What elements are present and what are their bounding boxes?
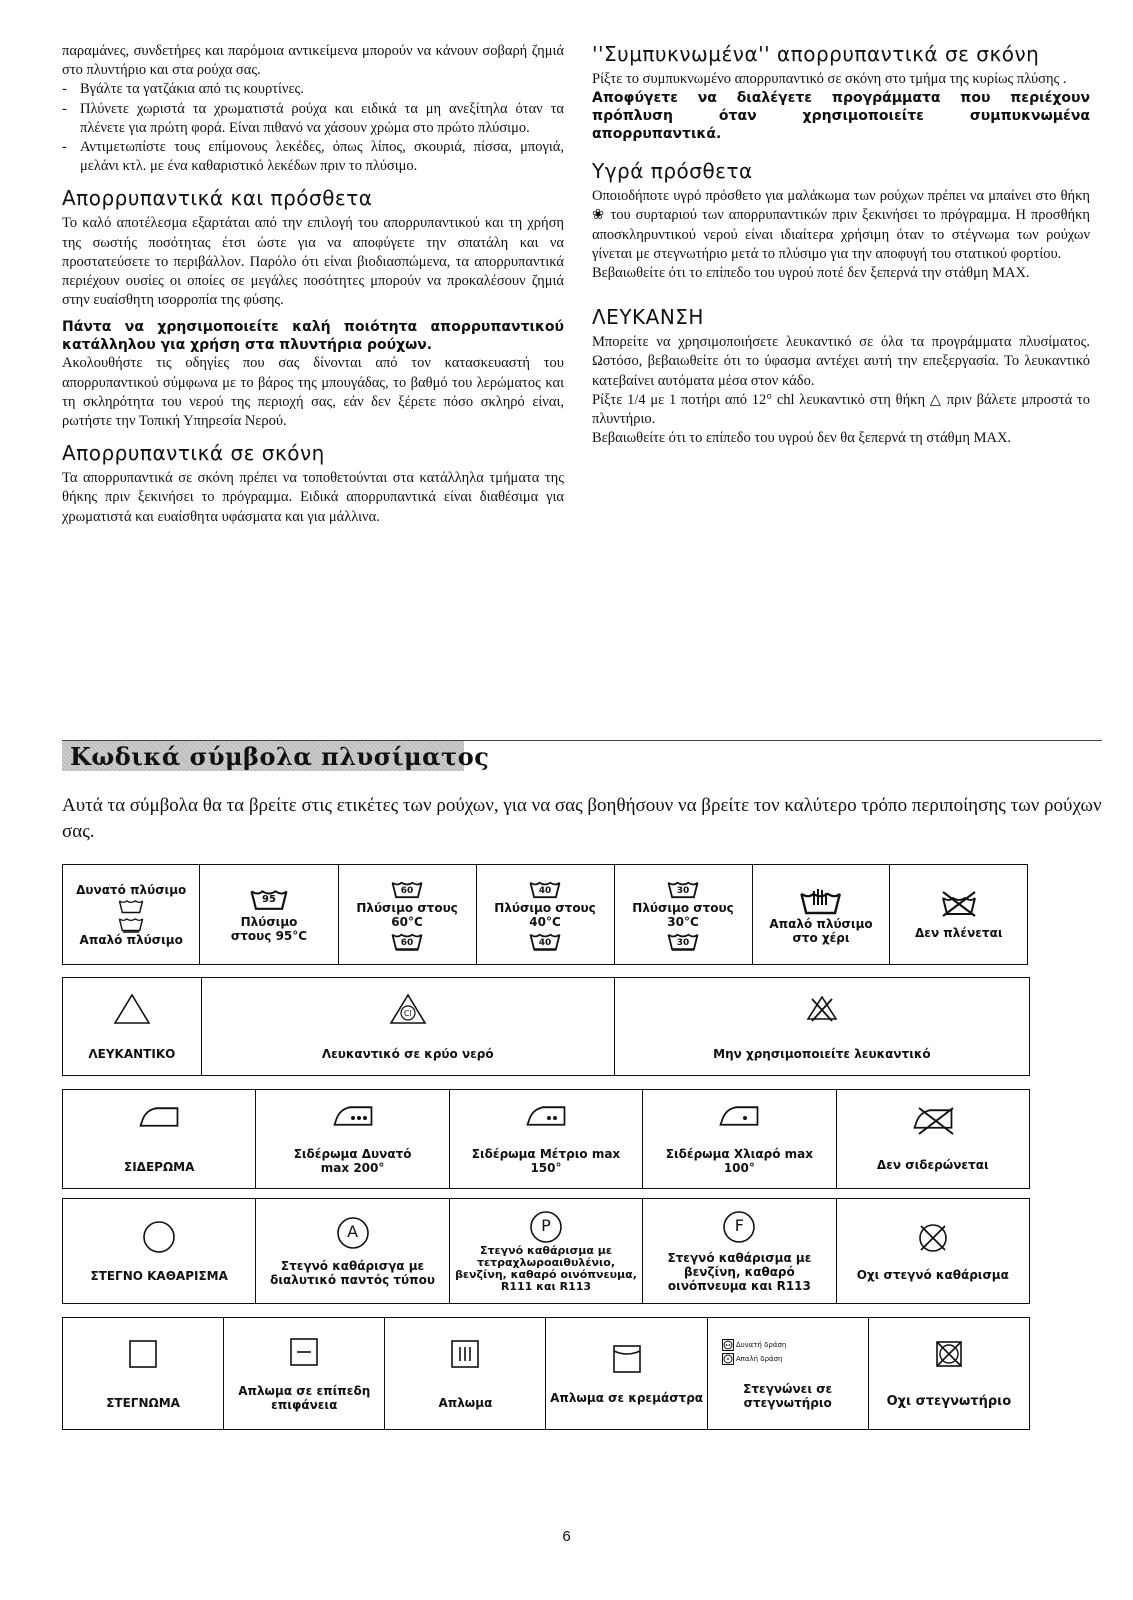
label-no-tumble: Οχι στεγνωτήριο [886, 1393, 1012, 1409]
label-tumble-dry: Στεγνώνει σε στεγνωτήριο [743, 1381, 833, 1410]
cell-no-dryclean [836, 1199, 1029, 1304]
dryclean-symbols-table [62, 1198, 1030, 1304]
cell-cold-bleach [201, 978, 614, 1076]
bleach-symbols-table [62, 977, 1030, 1076]
temp-number: 60 [400, 937, 414, 948]
tumble-strong-icon [722, 1339, 734, 1351]
cl-label: Cl [403, 1008, 412, 1018]
cell-dryclean [63, 1199, 256, 1304]
label-wash-30: Πλύσιμο στους 30°C [632, 900, 734, 929]
section-text: Μπορείτε να χρησιμοποιήσετε λευκαντικό σε όλα τα προγράμματα πλυσίματος. Ωστόσο, βεβαιωθείτε ότι το ύφασμα αντέχει αυτή την επεξεργασία. Το λευκαντικό κατεβαίνει αυτόματα μέσα στον κάδο. [592, 334, 1090, 389]
no-iron-icon [911, 1106, 955, 1136]
cell-iron [63, 1090, 256, 1189]
temp-number: 40 [538, 885, 552, 896]
cell-no-iron [836, 1090, 1029, 1189]
washtub-40-icon [528, 879, 562, 899]
bullet-item: - Βγάλτε τα γατζάκια από τις κουρτίνες. [62, 81, 304, 98]
bullet-text: Βγάλτε τα γατζάκια από τις κουρτίνες. [80, 81, 304, 98]
bullet-text: Αντιμετωπίστε τους επίμονους λεκέδες, όπως λίπος, σκουριά, πίσσα, μπογιά, μελάνι κτλ. με ένα καθαριστικό λεκέδων πριν το πλύσιμο. [80, 139, 564, 175]
cell-wash-95 [200, 865, 338, 965]
label-iron: ΣΙΔΕΡΩΜΑ [124, 1160, 195, 1174]
washtub-30-gentle-icon [666, 931, 700, 951]
cell-drying [63, 1318, 224, 1430]
label-wash-40: Πλύσιμο στους 40°C [494, 900, 596, 929]
section-heading-detergents: Απορρυπαντικά και πρόσθετα [62, 186, 373, 211]
label-iron-low: Σιδέρωμα Χλιαρό max 100° [665, 1147, 813, 1175]
tumble-strong-row [722, 1338, 868, 1352]
label-drying: ΣΤΕΓΝΩΜΑ [106, 1395, 180, 1410]
drying-square-icon [127, 1338, 159, 1370]
cell-dryclean-f [643, 1199, 836, 1304]
label-wash-60: Πλύσιμο στους 60°C [356, 900, 458, 929]
cell-no-bleach [614, 978, 1029, 1076]
label-no-dryclean: Οχι στεγνό καθάρισμα [856, 1268, 1009, 1282]
label-dryclean-f: Στεγνό καθάρισμα με βενζίνη, καθαρό οινόπνευμα και R113 [667, 1251, 812, 1293]
cell-wash-60 [338, 865, 476, 965]
cell-strong-gentle-wash [63, 865, 200, 965]
cell-bleach [63, 978, 202, 1076]
cell-iron-medium [449, 1090, 642, 1189]
cell-hanger-dry [546, 1318, 707, 1430]
label-iron-strong: Σιδέρωμα Δυνατό max 200° [293, 1147, 412, 1175]
section-bold-note: Αποφύγετε να διαλέγετε προγράμματα που περιέχουν πρόπλυση όταν χρησιμοποιείτε συμπυκνωμένα απορρυπαντικά. [592, 90, 1090, 143]
temp-number: 30 [676, 937, 690, 948]
dryclean-f-icon [721, 1209, 757, 1245]
label-no-bleach: Μην χρησιμοποιείτε λευκαντικό [713, 1046, 931, 1061]
cell-tumble-dry [707, 1318, 868, 1430]
cell-no-tumble [868, 1318, 1029, 1430]
wash-symbols-table [62, 864, 1028, 965]
section-bold-note: Πάντα να χρησιμοποιείτε καλή ποιότητα απορρυπαντικού κατάλληλου για χρήση στα πλυντήρια ρούχων. [62, 319, 564, 354]
temp-number: 95 [262, 893, 276, 905]
dryclean-letter: F [734, 1216, 744, 1235]
temp-number: 60 [400, 885, 414, 896]
section-text: Ακολουθήστε τις οδηγίες που σας δίνονται από τον κατασκευαστή του απορρυπαντικού σύμφωνα με το βάρος της μπουγάδας, το βαθμό του λερώματος και τη σκληρότητα του νερού της περιοχή σας, εάν δεν ξέρετε πόσο σκληρό είναι, ρωτήστε την Τοπική Υπηρεσία Νερού. [62, 355, 564, 430]
bleach-cl-icon [389, 993, 427, 1025]
label-no-wash: Δεν πλένεται [914, 925, 1003, 940]
no-tumble-icon [934, 1339, 964, 1369]
no-dryclean-icon [915, 1220, 951, 1256]
bullet-item: - Πλύνετε χωριστά τα χρωματιστά ρούχα και ειδικά τα μη ανεξίτηλα όταν τα πλένετε για πρώτη φορά. Είναι πιθανό να χάσουν χρώμα στο πρώτο πλύσιμο. [62, 100, 564, 136]
iron-high-icon [331, 1103, 375, 1133]
label-dryclean-a: Στεγνό καθάρισγα με διαλυτικό παντός τύπου [270, 1259, 435, 1287]
bleach-triangle-icon [113, 993, 151, 1025]
label-gentle-wash: Απαλό πλύσιμο [79, 932, 183, 947]
cell-iron-strong [256, 1090, 449, 1189]
label-no-iron: Δεν σιδερώνεται [876, 1158, 989, 1172]
label-iron-medium: Σιδέρωμα Μέτριο max 150° [471, 1147, 621, 1175]
washtub-gentle-icon [118, 915, 144, 933]
no-wash-icon [937, 890, 981, 918]
section-heading-powder: Απορρυπαντικά σε σκόνη [62, 441, 325, 466]
label-dry-flat: Απλωμα σε επίπεδη επιφάνεια [238, 1383, 371, 1412]
label-cold-bleach: Λευκαντικό σε κρύο νερό [321, 1046, 494, 1061]
section-text: Τα απορρυπαντικά σε σκόνη πρέπει να τοποθετούνται στα κατάλληλα τμήματα της θήκης πριν ξεκινήσει το πρόγραμμα. Ειδικά απορρυπαντικά είναι διαθέσιμα για χρωματιστά και ευαίσθητα υφάσματα και για μάλλινα. [62, 470, 564, 525]
symbols-intro: Αυτά τα σύμβολα θα τα βρείτε στις ετικέτες των ρούχων, για να σας βοηθήσουν να βρείτε τον καλύτερο τρόπο περιποίησης των ρούχων σας. [62, 795, 1102, 842]
cell-dry-flat [224, 1318, 385, 1430]
section-text: Ρίξτε 1/4 με 1 ποτήρι από 12° chl λευκαντικό στη θήκη △ πριν βάλετε μπροστά το πλυντήριο. [592, 391, 1090, 428]
banner-title: Κωδικά σύμβολα πλυσίματος [70, 742, 490, 771]
cell-line-dry [385, 1318, 546, 1430]
hanger-dry-icon [611, 1343, 643, 1375]
dryclean-letter: A [347, 1222, 359, 1241]
label-dryclean: ΣΤΕΓΝΟ ΚΑΘΑΡΙΣΜΑ [90, 1269, 228, 1283]
right-column [592, 42, 1090, 448]
cell-wash-40 [476, 865, 614, 965]
drying-symbols-table [62, 1317, 1030, 1430]
section-text: Βεβαιωθείτε ότι το επίπεδο του υγρού ποτέ δεν ξεπερνά την στάθμη MAX. [592, 265, 1030, 282]
tumble-gentle-row [722, 1352, 868, 1366]
temp-number: 30 [676, 885, 690, 896]
cell-dryclean-a [256, 1199, 449, 1304]
label-bleach: ΛΕΥΚΑΝΤΙΚΟ [88, 1046, 176, 1061]
dryclean-a-icon [335, 1215, 371, 1251]
tumble-gentle-label: Απαλή δράση [735, 1354, 783, 1363]
washtub-60-gentle-icon [390, 931, 424, 951]
dryclean-letter: P [541, 1216, 551, 1235]
cell-no-wash [890, 865, 1028, 965]
tumble-strong-label: Δυνατή δράση [735, 1340, 787, 1349]
iron-medium-icon [524, 1103, 568, 1133]
section-heading-concentrated: ''Συμπυκνωμένα'' απορρυπαντικά σε σκόνη [592, 42, 1040, 66]
dryclean-circle-icon [141, 1219, 177, 1255]
line-dry-icon [449, 1338, 481, 1370]
tumble-gentle-icon [722, 1353, 734, 1365]
iron-symbols-table [62, 1089, 1030, 1189]
washtub-icon [118, 897, 144, 915]
label-line-dry: Απλωμα [438, 1395, 493, 1410]
label-hand-wash: Απαλό πλύσιμο στο χέρι [769, 916, 873, 945]
label-hanger-dry: Απλωμα σε κρεμάστρα [550, 1390, 704, 1405]
label-strong-wash: Δυνατό πλύσιμο [76, 882, 187, 897]
bullet-text: Πλύνετε χωριστά τα χρωματιστά ρούχα και ειδικά τα μη ανεξίτηλα όταν τα πλένετε για πρώτη φορά. Είναι πιθανό να χάσουν χρώμα στο πρώτο πλύσιμο. [80, 100, 564, 136]
intro-text: παραμάνες, συνδετήρες και παρόμοια αντικείμενα μπορούν να κάνουν σοβαρή ζημιά στο πλυντήριο και στα ρούχα σας. [62, 43, 564, 79]
section-heading-liquid: Υγρά πρόσθετα [592, 159, 753, 184]
cell-wash-30 [614, 865, 752, 965]
left-column [62, 42, 564, 527]
dry-flat-icon [288, 1336, 320, 1368]
bullet-item: - Αντιμετωπίστε τους επίμονους λεκέδες, όπως λίπος, σκουριά, πίσσα, μπογιά, μελάνι κτλ. με ένα καθαριστικό λεκέδων πριν το πλύσιμο. [62, 139, 564, 175]
section-text: Βεβαιωθείτε ότι το επίπεδο του υγρού δεν θα ξεπερνά τη στάθμη MAX. [592, 430, 1012, 447]
label-dryclean-p: Στεγνό καθάρισμα με τετραχλωροαιθυλένιο, βενζίνη, καθαρό οινόπνευμα, R111 και R113 [455, 1244, 637, 1293]
hand-wash-icon [796, 885, 846, 917]
cell-hand-wash [752, 865, 890, 965]
symbols-banner [62, 740, 1102, 771]
washtub-60-icon [390, 879, 424, 899]
temp-number: 40 [538, 937, 552, 948]
tumble-dry-legend [708, 1338, 868, 1366]
washtub-95-icon [249, 887, 289, 911]
washtub-40-gentle-icon [528, 931, 562, 951]
section-heading-bleach: ΛΕΥΚΑΝΣΗ [592, 305, 704, 330]
cell-dryclean-p [449, 1199, 642, 1304]
iron-low-icon [717, 1103, 761, 1133]
iron-icon [137, 1104, 181, 1134]
section-text: Το καλό αποτέλεσμα εξαρτάται από την επιλογή του απορρυπαντικού και τη χρήση της σωστής ποσότητας έτσι ώστε για να αποφύγετε την σπατάλη και να προστατεύσετε το περιβάλλον. Παρόλο ότι είναι βιοδιασπώμενα, τα απορρυπαντικά περιέχουν ουσίες οι οποίες σε μεγάλες ποσότητες μπορούν να προκαλέσουν ζημιά στην ευαίσθητη ισορροπία της φύσης. [62, 215, 564, 309]
section-text: Ρίξτε το συμπυκνωμένο απορρυπαντικό σε σκόνη στο τμήμα της κυρίως πλύσης . [592, 71, 1067, 87]
cell-iron-low [643, 1090, 836, 1189]
no-bleach-icon [804, 993, 840, 1023]
dryclean-p-icon [528, 1209, 564, 1245]
washtub-30-icon [666, 879, 700, 899]
label-wash-95: Πλύσιμο στους 95°C [230, 914, 308, 943]
section-text: Οποιοδήποτε υγρό πρόσθετο για μαλάκωμα των ρούχων πρέπει να μπαίνει στο θήκη ❀ του συρταριού των απορρυπαντικών πριν ξεκινήσει το πρόγραμμα. Η προσθήκη αποσκληρυντικού νερού είναι ιδιαίτερα χρήσιμη όταν το στέγνωμα των ρούχων γίνεται με στεγνωτήριο μετά το πλύσιμο για την αποφυγή του στατικού φορτίου. [592, 188, 1090, 262]
page-number: 6 [562, 1528, 571, 1545]
